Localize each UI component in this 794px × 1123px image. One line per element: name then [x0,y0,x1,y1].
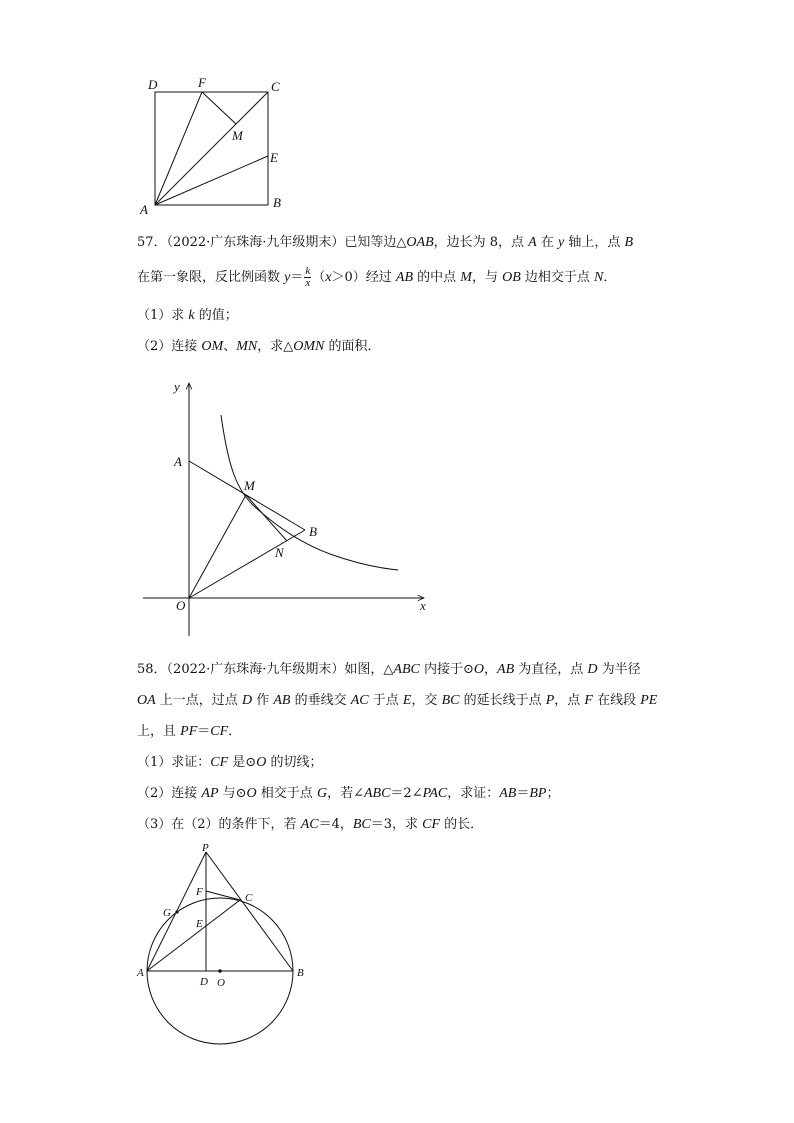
fig1-label-m: M [232,128,243,143]
q58-text: AC [300,817,319,832]
q58-number: 58． [137,662,167,677]
q58-line2 [137,692,657,710]
q57-text: 轴上，点 [564,235,625,250]
q57-text: B [624,235,634,250]
q58-text: 在线段 [592,693,641,708]
q58-text: CF [422,817,441,832]
q58-text: AB [497,662,515,677]
q57-text: OAB [406,235,434,250]
q58-text: 如图，△ [344,662,394,677]
q58-text: P [545,693,555,708]
q58-text: 上一点，过点 [155,693,242,708]
q57-text: 的面积． [324,339,381,354]
q57-text: OB [502,270,521,285]
fig3-label-a: A [137,967,144,979]
q58-text: ＝2∠ [390,786,423,801]
q58-text: ABC [393,662,420,677]
figure-circle [130,838,320,1048]
q58-text: 为直径，点 [514,662,588,677]
fig1-label-b: B [273,195,281,210]
q58-text: ＝ [197,724,211,739]
figure-square [130,70,300,220]
fraction-denominator: x [305,277,311,289]
q58-text: BP [529,786,547,801]
q57-text: x [325,270,332,285]
q58-text: D [587,662,598,677]
q58-text: （2）连接 [137,786,202,801]
q57-text: （1）求 [137,308,189,323]
fig3-label-g: G [163,907,171,919]
fraction-k-over-x [304,266,311,289]
fig2-label-m: M [244,478,255,493]
segment-ac [155,92,268,205]
fig1-label-c: C [271,79,280,94]
q58-text: ABC [363,786,391,801]
segment-pb [206,852,293,971]
q57-text: k [188,308,195,323]
q58-text: 为半径 [597,662,641,677]
q57-text: （2）连接 [137,339,202,354]
segment-om [189,495,246,598]
q57-text: 在第一象限，反比例函数 [137,270,285,285]
q57-text: OM [201,339,224,354]
q58-line1 [137,661,641,679]
q58-text: ； [546,786,560,801]
q58-text: PE [640,693,658,708]
q58-source: （2022·广东珠海·九年级期末） [166,662,345,677]
q58-text: PF [180,724,198,739]
q58-text: ＝4， [318,817,353,832]
q58-text: 上，且 [137,724,181,739]
fig2-label-y: y [174,379,180,394]
fig3-label-p: P [202,842,209,854]
q58-line3 [137,723,241,741]
q57-text: （ [312,270,326,285]
q57-part2 [137,338,380,356]
q58-text: CF [210,724,229,739]
q58-text: ，若∠ [327,786,364,801]
q57-text: ． [603,270,617,285]
q58-part2 [137,785,560,803]
q58-text: O [256,755,267,770]
fig3-label-f: F [196,886,203,898]
figure-coordinate-plane [140,375,440,645]
q57-text: OMN [293,339,325,354]
q58-text: ． [228,724,242,739]
q58-text: ， [484,662,498,677]
fig3-label-b: B [297,967,304,979]
q57-number: 57． [137,235,167,250]
q58-text: BC [352,817,371,832]
fig1-label-a: A [140,202,148,217]
fig3-label-o: O [217,977,225,989]
fig2-label-x: x [420,598,426,613]
q58-text: AP [201,786,219,801]
q57-text: y [558,235,565,250]
fig2-label-a: A [174,454,182,469]
segment-fm [202,92,236,124]
q57-text: ，边长为 8，点 [433,235,529,250]
fig3-label-d: D [200,976,208,988]
q58-text: BC [441,693,460,708]
q58-text: （1）求证： [137,755,211,770]
q58-text: PAC [422,786,448,801]
q58-text: ，交 [411,693,442,708]
segment-mn [246,495,287,541]
q58-text: OA [137,693,156,708]
q58-text: 的延长线于点 [459,693,546,708]
q58-text: G [316,786,328,801]
q57-part1 [137,307,238,325]
q57-text: N [594,270,604,285]
q58-text: 内接于⊙ [419,662,474,677]
q57-text: 已知等边△ [344,235,407,250]
q58-text: 是⊙ [228,755,257,770]
q58-part3 [137,816,483,834]
q58-text: 的垂线交 [290,693,351,708]
q57-text: 边相交于点 [520,270,595,285]
q58-text: ，点 [554,693,585,708]
fig3-label-c: C [245,892,253,904]
point-o-dot [218,969,222,973]
q58-text: 的切线； [266,755,323,770]
q58-text: CF [210,755,229,770]
fig2-label-b: B [309,524,317,539]
q58-text: E [402,693,412,708]
fig3-label-e: E [196,918,203,930]
q57-text: ，与 [471,270,503,285]
q57-source: （2022·广东珠海·九年级期末） [166,235,345,250]
q57-text: 、 [223,339,237,354]
fig1-label-e: E [270,150,278,165]
q57-text: ＝ [290,270,304,285]
q57-line2 [137,263,616,293]
q57-text: AB [395,270,414,285]
q58-text: D [241,693,253,708]
fig1-label-d: D [148,77,158,92]
q57-text: y [284,270,291,285]
q58-text: 于点 [368,693,403,708]
fig2-label-n: N [275,545,284,560]
q57-text: ＞0）经过 [331,270,396,285]
fraction-numerator: k [305,265,311,277]
fig1-label-f: F [198,75,206,90]
q58-text: ，求证： [447,786,500,801]
segment-ob [189,530,305,598]
q58-text: （3）在（2）的条件下，若 [137,817,301,832]
q58-text: AB [273,693,291,708]
q58-text: AB [499,786,517,801]
q57-text: ，求△ [257,339,294,354]
point-g-dot [175,910,178,913]
q58-text: AC [350,693,369,708]
q58-part1 [137,754,322,772]
q57-text: MN [236,339,258,354]
q58-text: F [584,693,593,708]
q57-text: 的中点 [413,270,461,285]
segment-ac [147,900,240,971]
q58-text: ＝3，求 [370,817,423,832]
q58-text: O [246,786,257,801]
q57-text: 的值； [194,308,238,323]
q58-text: ＝ [516,786,530,801]
q57-text: 在 [536,235,558,250]
q58-text: 作 [252,693,274,708]
q58-text: 相交于点 [256,786,317,801]
q58-text: 的长． [440,817,484,832]
q58-text: O [473,662,485,677]
q57-text: M [460,270,472,285]
q58-text: 与⊙ [218,786,247,801]
q57-text: A [528,235,537,250]
fig2-label-o: O [176,598,186,613]
q57-line1 [137,234,633,252]
